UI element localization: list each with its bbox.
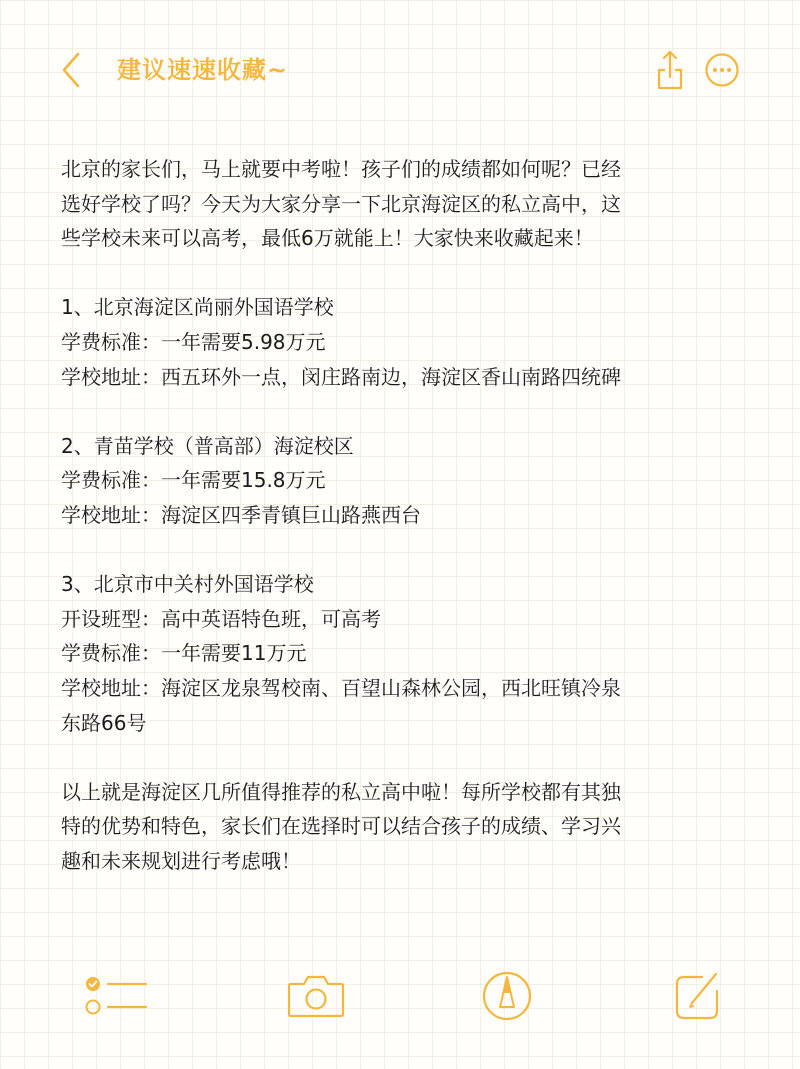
- chevron-left-icon: [56, 48, 86, 92]
- school-1-address: 学校地址：西五环外一点，闵庄路南边，海淀区香山南路四统碑: [61, 364, 621, 389]
- intro-line: 北京的家长们，马上就要中考啦！孩子们的成绩都如何呢？已经: [61, 157, 621, 181]
- share-button[interactable]: [655, 48, 685, 92]
- note-content: [61, 152, 761, 913]
- edit-icon: [672, 969, 722, 1023]
- more-icon: [704, 52, 740, 88]
- intro-line: 选好学校了吗？今天为大家分享一下北京海淀区的私立高中，这: [61, 191, 621, 216]
- intro-paragraph: [61, 152, 761, 256]
- outro-paragraph: [61, 775, 761, 879]
- school-3-name: 3、北京市中关村外国语学校: [61, 572, 314, 597]
- compass-icon: [480, 969, 534, 1023]
- school-2-address: 学校地址：海淀区四季青镇巨山路燕西台: [61, 502, 421, 527]
- outro-line: 特的优势和特色，家长们在选择时可以结合孩子的成绩、学习兴: [61, 814, 621, 839]
- bottom-toolbar: [0, 965, 800, 1025]
- outro-line: 趣和未来规划进行考虑哦！: [61, 848, 301, 873]
- school-3-section: [61, 567, 761, 740]
- school-2-name: 2、青苗学校（普高部）海淀校区: [61, 433, 354, 458]
- edit-button[interactable]: [672, 969, 722, 1023]
- back-button[interactable]: [56, 48, 86, 92]
- school-3-class-type: 开设班型：高中英语特色班，可高考: [61, 606, 381, 631]
- school-3-fee: 学费标准：一年需要11万元: [61, 641, 307, 666]
- checklist-button[interactable]: [80, 969, 152, 1023]
- header: [0, 38, 800, 102]
- checklist-icon: [80, 969, 152, 1023]
- page-title: 建议速速收藏~: [117, 56, 289, 84]
- school-3-address-cont: 东路66号: [61, 710, 147, 735]
- camera-button[interactable]: [285, 969, 347, 1023]
- school-1-fee: 学费标准：一年需要5.98万元: [61, 329, 326, 354]
- camera-icon: [285, 969, 347, 1023]
- school-2-section: [61, 429, 761, 533]
- school-2-fee: 学费标准：一年需要15.8万元: [61, 468, 326, 493]
- more-button[interactable]: [704, 52, 740, 88]
- compass-button[interactable]: [480, 969, 534, 1023]
- share-icon: [655, 48, 685, 92]
- school-1-section: [61, 290, 761, 394]
- outro-line: 以上就是海淀区几所值得推荐的私立高中啦！每所学校都有其独: [61, 779, 621, 804]
- school-3-address: 学校地址：海淀区龙泉驾校南、百望山森林公园，西北旺镇冷泉: [61, 675, 621, 700]
- school-1-name: 1、北京海淀区尚丽外国语学校: [61, 295, 334, 320]
- intro-line: 些学校未来可以高考，最低6万就能上！大家快来收藏起来！: [61, 226, 594, 251]
